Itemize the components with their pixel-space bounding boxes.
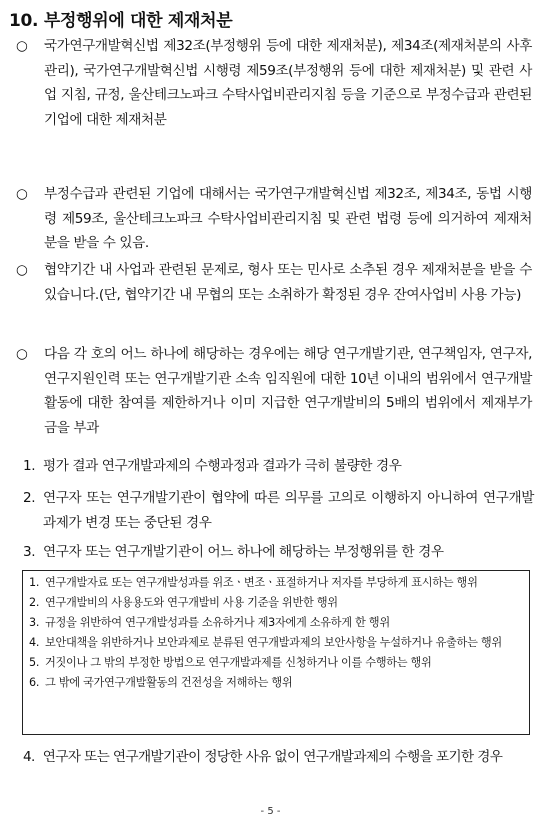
numbered-item-1 xyxy=(19,454,534,479)
item-number: 2. xyxy=(23,490,36,506)
item-text: 연구자 또는 연구개발기관이 협약에 따른 의무를 고의로 이행하지 아니하여 연구개발과제가 변경 또는 중단된 경우 xyxy=(43,490,534,531)
numbered-item-3 xyxy=(19,540,534,565)
box-item-3 xyxy=(29,613,521,633)
box-item-1 xyxy=(29,573,521,593)
item-number: 4. xyxy=(23,749,35,765)
item-text: 연구자 또는 연구개발기관이 어느 하나에 해당하는 부정행위를 한 경우 xyxy=(43,544,444,560)
bullet-circle: ○ xyxy=(16,186,28,202)
box-item-text: 연구개발자료 또는 연구개발성과를 위조ㆍ변조ㆍ표절하거나 저자를 부당하게 표시하는 행위 xyxy=(45,576,478,589)
box-item-5 xyxy=(29,653,521,673)
box-item-number: 4. xyxy=(29,636,40,649)
bullet-text: 부정수급과 관련된 기업에 대해서는 국가연구개발혁신법 제32조, 제34조, 동법 시행령 제59조, 울산테크노파크 수탁사업비관리지침 및 관련 법령 등에 의거하여 제재처분을 받을 수 있음. xyxy=(44,186,532,252)
box-item-2 xyxy=(29,593,521,613)
item-number: 1. xyxy=(23,458,36,474)
box-item-number: 2. xyxy=(29,596,40,609)
bullet-circle: ○ xyxy=(16,262,28,278)
numbered-item-4 xyxy=(23,745,502,769)
bullet-sanction-basis xyxy=(10,34,532,132)
bullet-circle: ○ xyxy=(16,346,28,362)
misconduct-list-box xyxy=(22,570,530,735)
bullet-text: 협약기간 내 사업과 관련된 문제로, 형사 또는 민사로 소추된 경우 제재처분을 받을 수 있습니다.(단, 협약기간 내 무협의 또는 소취하가 확정된 경우 잔여사업비 사용 가능) xyxy=(44,262,532,303)
bullet-fraud-companies xyxy=(10,182,532,256)
item-text: 연구자 또는 연구개발기관이 정당한 사유 없이 연구개발과제의 수행을 포기한 경우 xyxy=(42,749,503,765)
bullet-prosecution xyxy=(10,258,532,307)
box-item-6 xyxy=(29,673,521,693)
box-item-text: 규정을 위반하여 연구개발성과를 소유하거나 제3자에게 소유하게 한 행위 xyxy=(45,616,390,629)
bullet-circle: ○ xyxy=(16,38,28,54)
bullet-text: 국가연구개발혁신법 제32조(부정행위 등에 대한 제재처분), 제34조(제재처분의 사후관리), 국가연구개발혁신법 시행령 제59조(부정행위 등에 대한 제재처분) 및 관련 사업 지침, 규정, 울산테크노파크 수탁사업비관리지침 등을 기준으로 부정수급과 관련된 기업에 대한 제재처분 xyxy=(44,38,532,128)
box-item-number: 5. xyxy=(29,656,40,669)
bullet-text: 다음 각 호의 어느 하나에 해당하는 경우에는 해당 연구개발기관, 연구책임자, 연구자, 연구지원인력 또는 연구개발기관 소속 임직원에 대한 10년 이내의 범위에서 연구개발활동에 대한 참여를 제한하거나 이미 지급한 연구개발비의 5배의 범위에서 제재부가금을 부과 xyxy=(44,346,532,436)
box-item-number: 6. xyxy=(29,676,40,689)
bullet-participation-limit xyxy=(10,342,532,440)
item-text: 평가 결과 연구개발과제의 수행과정과 결과가 극히 불량한 경우 xyxy=(43,458,402,474)
section-title: 10. 부정행위에 대한 제재처분 xyxy=(9,11,233,31)
box-item-text: 보안대책을 위반하거나 보안과제로 분류된 연구개발과제의 보안사항을 누설하거나 유출하는 행위 xyxy=(45,636,502,649)
box-item-text: 그 밖에 국가연구개발활동의 건전성을 저해하는 행위 xyxy=(45,676,293,689)
box-item-number: 1. xyxy=(29,576,40,589)
box-item-number: 3. xyxy=(29,616,40,629)
box-item-text: 거짓이나 그 밖의 부정한 방법으로 연구개발과제를 신청하거나 이를 수행하는 행위 xyxy=(45,656,432,669)
box-item-text: 연구개발비의 사용용도와 연구개발비 사용 기준을 위반한 행위 xyxy=(45,596,338,609)
item-number: 3. xyxy=(23,544,36,560)
box-item-4 xyxy=(29,633,521,653)
page-number: - 5 - xyxy=(260,806,281,817)
numbered-item-2 xyxy=(19,486,534,535)
